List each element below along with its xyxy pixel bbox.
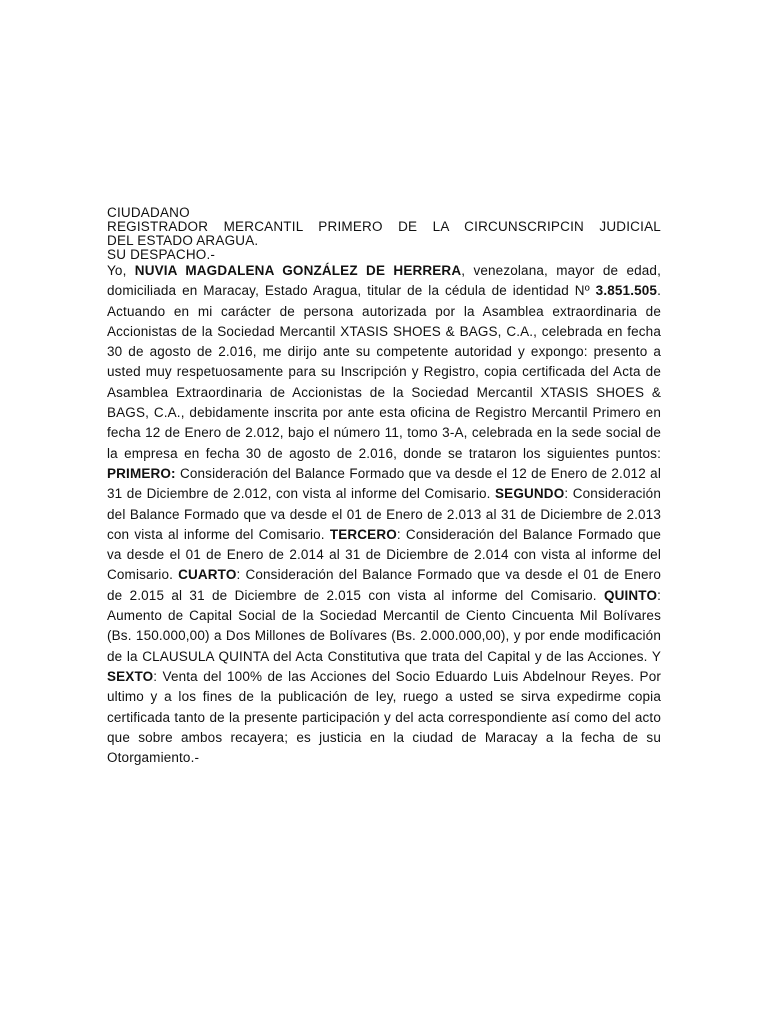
addressee-line-2: REGISTRADOR MERCANTIL PRIMERO DE LA CIRCUNSCRIPCIN JUDICIAL bbox=[107, 219, 661, 234]
body-text-segment: , venezolana, mayor de edad, domiciliada en Maracay, Estado Aragua, titular de la cédula de identidad Nº bbox=[107, 263, 661, 299]
point-tercero: TERCERO bbox=[329, 526, 397, 542]
point-quinto: QUINTO bbox=[603, 587, 658, 603]
body-text-segment: : Venta del 100% de las Acciones del Socio Eduardo Luis Abdelnour Reyes. Por ultimo y a los fines de la publicación de ley, ruego a usted se sirva expedirme copia certificada tanto de la presente participación y del acta correspondiente así como del acto que sobre ambos recayera; es justicia en la ciudad de Maracay a la fecha de su Otorgamiento.- bbox=[107, 668, 661, 766]
point-sexto: SEXTO bbox=[107, 668, 154, 684]
addressee-block bbox=[107, 206, 661, 262]
id-number: 3.851.505 bbox=[595, 283, 658, 299]
addressee-line-3: DEL ESTADO ARAGUA. bbox=[107, 233, 259, 248]
body-paragraph bbox=[107, 261, 661, 768]
addressee-line-1: CIUDADANO bbox=[107, 205, 190, 220]
body-text-segment: : Consideración del Balance Formado que va desde el 01 de Enero de 2.014 al 31 de Diciembre de 2.014 con vista al informe del Comisario. bbox=[107, 526, 662, 583]
body-text-segment: Consideración del Balance Formado que va desde el 12 de Enero de 2.012 al 31 de Diciembre de 2.012, con vista al informe del Comisario. bbox=[107, 465, 661, 502]
body-text-segment: . Actuando en mi carácter de persona autorizada por la Asamblea extraordinaria de Accionistas de la Sociedad Mercantil XTASIS SHOES & BAGS, C.A., celebrada en fecha 30 de agosto de 2.016, me dirijo ante su competente autoridad y expongo: presento a usted muy respetuosamente para su Inscripción y Registro, copia certificada del Acta de Asamblea Extraordinaria de Accionistas de la Sociedad Mercantil XTASIS SHOES & BAGS, C.A., debidamente inscrita por ante esta oficina de Registro Mercantil Primero en fecha 12 de Enero de 2.012, bajo el número 11, tomo 3-A, celebrada en la sede social de la empresa en fecha 30 de agosto de 2.016, donde se trataron los siguientes puntos: bbox=[107, 283, 661, 461]
point-cuarto: CUARTO bbox=[178, 567, 237, 583]
point-primero: PRIMERO: bbox=[107, 465, 176, 481]
applicant-name: NUVIA MAGDALENA GONZÁLEZ DE HERRERA bbox=[134, 263, 462, 278]
body-text-segment: : Consideración del Balance Formado que va desde el 01 de Enero de 2.015 al 31 de Diciembre de 2.015 con vista al informe del Comisario. bbox=[107, 567, 661, 603]
body-text-segment: : Aumento de Capital Social de la Sociedad Mercantil de Ciento Cincuenta Mil Bolívares (Bs. 150.000,00) a Dos Millones de Bolívares (Bs. 2.000.000,00), y por ende modificación de la CLAUSULA QUINTA del Acta Constitutiva que trata del Capital y de las Acciones. Y bbox=[107, 587, 661, 664]
body-text-segment: Yo, bbox=[107, 263, 135, 278]
point-segundo: SEGUNDO bbox=[495, 486, 565, 502]
body-text-segment: : Consideración del Balance Formado que va desde el 01 de Enero de 2.013 al 31 de Diciembre de 2.013 con vista al informe del Comisario. bbox=[107, 486, 661, 542]
addressee-line-4: SU DESPACHO.- bbox=[107, 247, 216, 262]
